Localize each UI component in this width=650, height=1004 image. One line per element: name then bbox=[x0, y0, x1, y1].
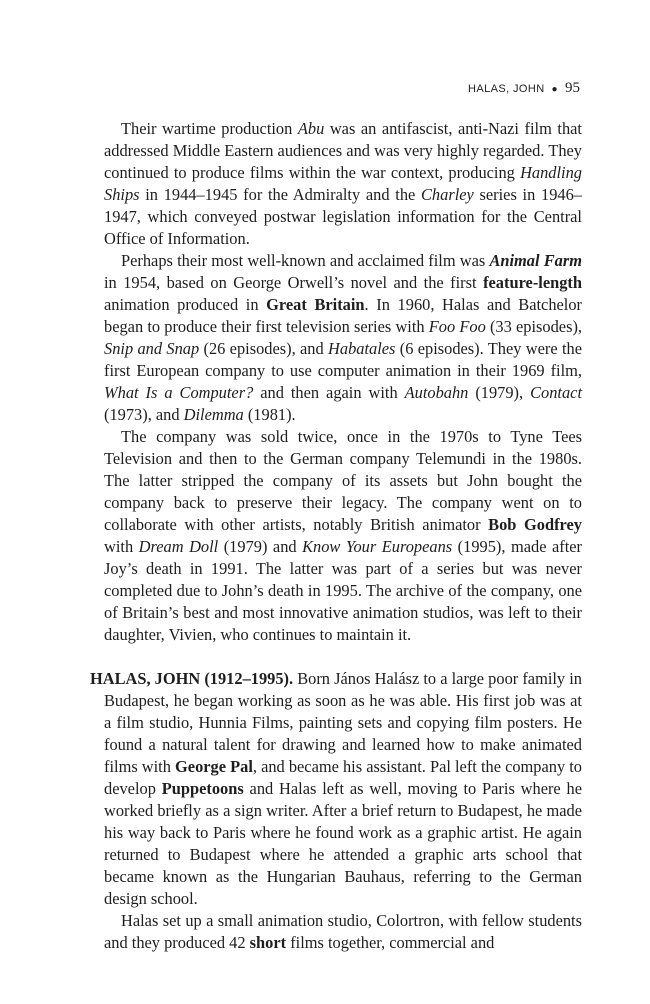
emphasis-text: Abu bbox=[297, 119, 325, 138]
emphasis-text: Charley bbox=[421, 185, 474, 204]
entry-halas-john bbox=[90, 668, 582, 910]
emphasis-text: short bbox=[249, 933, 287, 952]
text-run: (26 episodes), and bbox=[199, 339, 329, 358]
text-run: was an antifascist, anti-Nazi film that addressed Middle Eastern audiences and was very highly regarded. They continued to produce films within the war context, producing bbox=[104, 119, 582, 182]
text-run: Perhaps their most well-known and acclaimed film was bbox=[121, 251, 490, 270]
emphasis-text: Dream Doll bbox=[138, 537, 219, 556]
text-run: Halas set up a small animation studio, Colortron, with fellow students and they produced 42 bbox=[104, 911, 582, 952]
text-run: and Halas left as well, moving to Paris where he worked briefly as a sign writer. After a brief return to Budapest, he made his way back to Paris where he found work as a graphic artist. He again returned to Budapest where he attended a graphic arts school that became known as the Hungarian Bauhaus, referring to the German design school. bbox=[104, 779, 583, 908]
paragraph-wartime-production bbox=[104, 118, 582, 250]
text-run: Their wartime production bbox=[121, 119, 298, 138]
text-run: . In 1960, Halas and Batchelor began to produce their first television series with bbox=[104, 295, 583, 336]
text-run: series in 1946–1947, which conveyed postwar legislation information for the Central Office of Information. bbox=[104, 185, 582, 248]
text-run: films together, commercial and bbox=[286, 933, 495, 952]
text-run: animation produced in bbox=[104, 295, 267, 314]
paragraph-colortron bbox=[104, 910, 582, 954]
text-run: The company was sold twice, once in the 1970s to Tyne Tees Television and then to the German company Telemundi in the 1980s. The latter stripped the company of its assets but John bought the company back to preserve their legacy. The company went on to collaborate with other artists, notably British animator bbox=[104, 427, 582, 534]
text-run: (1995), made after Joy’s death in 1991. The latter was part of a series but was never completed due to John’s death in 1995. The archive of the company, one of Britain’s best and most innovative animation studios, was left to their daughter, Vivien, who continues to maintain it. bbox=[104, 537, 582, 644]
text-run: Born János Halász to a large poor family in Budapest, he began working as soon as he was able. His first job was at a film studio, Hunnia Films, painting sets and copying film posters. He found a natural talent for drawing and learned how to make animated films with bbox=[104, 669, 582, 776]
text-run: in 1944–1945 for the Admiralty and the bbox=[139, 185, 421, 204]
emphasis-text: Bob Godfrey bbox=[488, 515, 582, 534]
page-number: 95 bbox=[565, 80, 580, 96]
text-run: with bbox=[104, 537, 139, 556]
emphasis-text: Great Britain bbox=[266, 295, 365, 314]
text-run: (1979) and bbox=[218, 537, 303, 556]
emphasis-text: George Pal bbox=[175, 757, 253, 776]
text-run: in 1954, based on George Orwell’s novel and the first bbox=[104, 273, 484, 292]
emphasis-text: Dilemma bbox=[183, 405, 244, 424]
page-body bbox=[90, 118, 583, 954]
running-title: HALAS, JOHN bbox=[468, 83, 545, 95]
text-run: (1973), and bbox=[104, 405, 184, 424]
text-run: and then again with bbox=[253, 383, 405, 402]
emphasis-text: Autobahn bbox=[404, 383, 469, 402]
entry-body bbox=[104, 669, 582, 908]
bullet-separator: ● bbox=[551, 84, 558, 95]
emphasis-text: Foo Foo bbox=[428, 317, 486, 336]
paragraph-animal-farm bbox=[104, 250, 582, 426]
text-run: (6 episodes). They were the first European company to use computer animation in their 1969 film, bbox=[104, 339, 582, 380]
emphasis-text: Know Your Europeans bbox=[302, 537, 453, 556]
emphasis-text: Snip and Snap bbox=[104, 339, 200, 358]
emphasis-text: Puppetoons bbox=[161, 779, 244, 798]
text-run: (1981). bbox=[243, 405, 296, 424]
emphasis-text: feature-length bbox=[483, 273, 582, 292]
emphasis-text: Handling Ships bbox=[104, 163, 582, 204]
paragraph-company-sold bbox=[104, 426, 582, 646]
emphasis-text: What Is a Computer? bbox=[104, 383, 254, 402]
text-run: (33 episodes), bbox=[485, 317, 583, 336]
emphasis-text: Animal Farm bbox=[489, 251, 582, 270]
emphasis-text: Habatales bbox=[328, 339, 396, 358]
text-run: (1979), bbox=[468, 383, 531, 402]
entry-headword: HALAS, JOHN (1912–1995). bbox=[90, 669, 294, 688]
text-run: , and became his assistant. Pal left the company to develop bbox=[104, 757, 583, 798]
entry-spacer bbox=[104, 646, 582, 668]
emphasis-text: Contact bbox=[530, 383, 582, 402]
running-head bbox=[468, 80, 580, 97]
